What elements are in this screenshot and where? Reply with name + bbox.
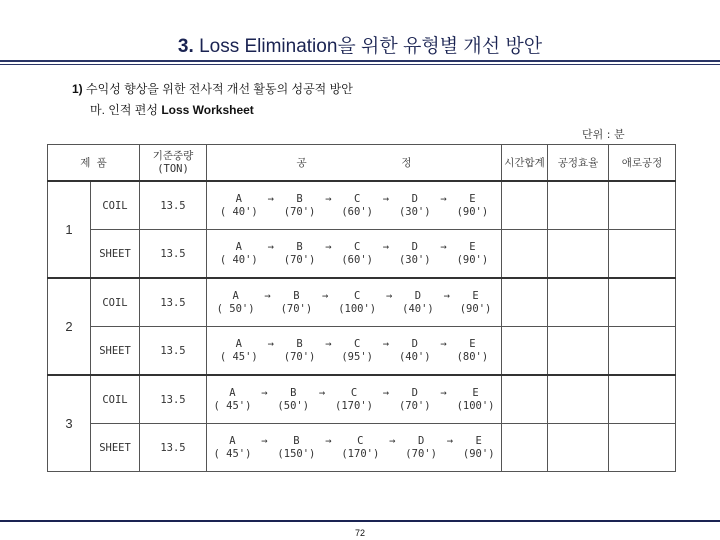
loss-worksheet-table	[47, 144, 676, 472]
weight-value: 13.5	[140, 375, 207, 424]
product-name: COIL	[91, 375, 140, 424]
arrow-icon: →	[382, 337, 390, 350]
product-name: SHEET	[91, 327, 140, 376]
arrow-icon: →	[382, 240, 390, 253]
process-time: (100')	[456, 399, 495, 412]
group-number: 3	[48, 375, 91, 472]
table-row	[48, 375, 676, 424]
process-time: (40')	[402, 302, 434, 315]
process-step: E	[475, 434, 482, 447]
process-time: (70')	[280, 302, 313, 315]
arrow-icon: →	[382, 192, 390, 205]
process-step: E	[472, 386, 479, 399]
process-step: A	[229, 434, 236, 447]
time-total-cell	[502, 230, 548, 279]
process-time: (50')	[277, 399, 310, 412]
process-step: C	[354, 192, 361, 205]
process-step: E	[472, 289, 479, 302]
process-step: D	[411, 337, 418, 350]
process-flow	[207, 338, 501, 364]
time-total-cell	[502, 424, 548, 472]
arrow-icon: →	[322, 289, 329, 302]
process-time: (70')	[405, 447, 437, 460]
bottleneck-cell	[609, 375, 676, 424]
table-row	[48, 424, 676, 472]
arrow-icon: →	[261, 386, 268, 399]
time-total-cell	[502, 327, 548, 376]
process-time: ( 45')	[219, 350, 258, 363]
group-number: 2	[48, 278, 91, 375]
header-product: 제 품	[48, 145, 140, 182]
bottleneck-cell	[609, 230, 676, 279]
efficiency-cell	[548, 375, 609, 424]
process-step: E	[469, 337, 476, 350]
arrow-icon: →	[267, 240, 274, 253]
process-step: B	[296, 337, 303, 350]
product-name: COIL	[91, 181, 140, 230]
weight-value: 13.5	[140, 278, 207, 327]
page-number: 72	[354, 528, 365, 538]
process-step: C	[354, 337, 361, 350]
arrow-icon: →	[325, 240, 332, 253]
time-total-cell	[502, 278, 548, 327]
process-time: ( 45')	[213, 447, 252, 460]
process-flow	[207, 241, 501, 267]
subsection-bold: Loss Worksheet	[161, 103, 254, 117]
efficiency-cell	[548, 278, 609, 327]
table-row	[48, 230, 676, 279]
process-cell	[207, 278, 502, 327]
process-step: D	[411, 240, 418, 253]
process-step: C	[354, 240, 361, 253]
process-time: (70')	[283, 350, 316, 363]
process-step: C	[357, 434, 364, 447]
weight-value: 13.5	[140, 424, 207, 472]
process-step: B	[296, 240, 303, 253]
process-cell	[207, 424, 502, 472]
process-step: B	[293, 289, 300, 302]
time-total-cell	[502, 375, 548, 424]
arrow-icon: →	[261, 434, 268, 447]
arrow-icon: →	[385, 289, 393, 302]
arrow-icon: →	[325, 434, 332, 447]
product-name: SHEET	[91, 424, 140, 472]
arrow-icon: →	[389, 434, 396, 447]
table-row	[48, 278, 676, 327]
process-time: ( 40')	[219, 253, 258, 266]
process-time: (100')	[338, 302, 377, 315]
header-time-total: 시간합계	[502, 145, 548, 182]
process-time: (150')	[277, 447, 316, 460]
process-time: (60')	[341, 205, 373, 218]
page-title	[0, 31, 720, 58]
process-time: (70')	[283, 205, 316, 218]
process-step: E	[469, 240, 476, 253]
arrow-icon: →	[382, 386, 390, 399]
process-time: (30')	[398, 253, 431, 266]
process-time: (90')	[462, 447, 495, 460]
process-flow	[207, 387, 501, 413]
process-step: B	[296, 192, 303, 205]
arrow-icon: →	[267, 337, 274, 350]
process-time: (170')	[341, 447, 380, 460]
table-row	[48, 327, 676, 376]
process-step: C	[350, 386, 358, 399]
process-cell	[207, 181, 502, 230]
process-time: (80')	[456, 350, 489, 363]
efficiency-cell	[548, 327, 609, 376]
arrow-icon: →	[440, 386, 447, 399]
efficiency-cell	[548, 230, 609, 279]
process-time: (60')	[341, 253, 373, 266]
process-time: ( 45')	[213, 399, 252, 412]
section-number: 1)	[72, 82, 83, 96]
arrow-icon: →	[440, 337, 447, 350]
bottleneck-cell	[609, 424, 676, 472]
arrow-icon: →	[440, 192, 447, 205]
weight-value: 13.5	[140, 181, 207, 230]
process-time: (70')	[283, 253, 316, 266]
footer-rule	[0, 520, 720, 522]
group-number: 1	[48, 181, 91, 278]
process-time: (30')	[398, 205, 431, 218]
efficiency-cell	[548, 424, 609, 472]
header-bottleneck: 애로공정	[609, 145, 676, 182]
process-time: (170')	[335, 399, 373, 412]
process-flow	[207, 290, 501, 316]
process-cell	[207, 375, 502, 424]
process-step: D	[417, 434, 425, 447]
process-flow	[207, 435, 501, 461]
product-name: SHEET	[91, 230, 140, 279]
subsection-prefix: 마. 인적 편성	[90, 103, 158, 117]
table-row	[48, 181, 676, 230]
subsection-heading	[90, 101, 254, 118]
title-text: Loss Elimination을 위한 유형별 개선 방안	[199, 36, 543, 57]
arrow-icon: →	[443, 289, 450, 302]
process-step: A	[235, 192, 242, 205]
arrow-icon: →	[446, 434, 454, 447]
arrow-icon: →	[325, 337, 332, 350]
process-time: ( 40')	[219, 205, 258, 218]
process-time: (70')	[398, 399, 431, 412]
weight-value: 13.5	[140, 327, 207, 376]
process-time: (90')	[459, 302, 492, 315]
header-efficiency: 공정효율	[548, 145, 609, 182]
process-step: E	[469, 192, 476, 205]
unit-label: 단위 : 분	[582, 128, 625, 141]
time-total-cell	[502, 181, 548, 230]
arrow-icon: →	[325, 192, 332, 205]
title-number: 3.	[177, 36, 194, 57]
process-step: B	[290, 386, 297, 399]
title-rule	[0, 60, 720, 62]
process-step: A	[235, 337, 242, 350]
process-time: ( 50')	[216, 302, 255, 315]
arrow-icon: →	[267, 192, 274, 205]
process-step: A	[229, 386, 236, 399]
section-text: 수익성 향상을 위한 전사적 개선 활동의 성공적 방안	[86, 82, 353, 96]
arrow-icon: →	[318, 386, 326, 399]
process-time: (90')	[456, 253, 489, 266]
efficiency-cell	[548, 181, 609, 230]
process-flow	[207, 193, 501, 219]
process-step: B	[293, 434, 300, 447]
process-cell	[207, 230, 502, 279]
bottleneck-cell	[609, 278, 676, 327]
arrow-icon: →	[440, 240, 447, 253]
section-heading	[72, 80, 353, 97]
process-step: A	[232, 289, 239, 302]
process-step: D	[411, 192, 418, 205]
bottleneck-cell	[609, 181, 676, 230]
header-process: 공 정	[207, 145, 502, 182]
process-step: D	[411, 386, 418, 399]
process-cell	[207, 327, 502, 376]
header-weight: 기준중량 (TON)	[140, 145, 207, 182]
title-rule-thin	[0, 64, 720, 65]
process-step: A	[235, 240, 242, 253]
product-name: COIL	[91, 278, 140, 327]
process-time: (40')	[398, 350, 431, 363]
bottleneck-cell	[609, 327, 676, 376]
process-time: (90')	[456, 205, 489, 218]
process-time: (95')	[341, 350, 373, 363]
process-step: C	[353, 289, 361, 302]
weight-value: 13.5	[140, 230, 207, 279]
process-step: D	[414, 289, 422, 302]
arrow-icon: →	[264, 289, 271, 302]
